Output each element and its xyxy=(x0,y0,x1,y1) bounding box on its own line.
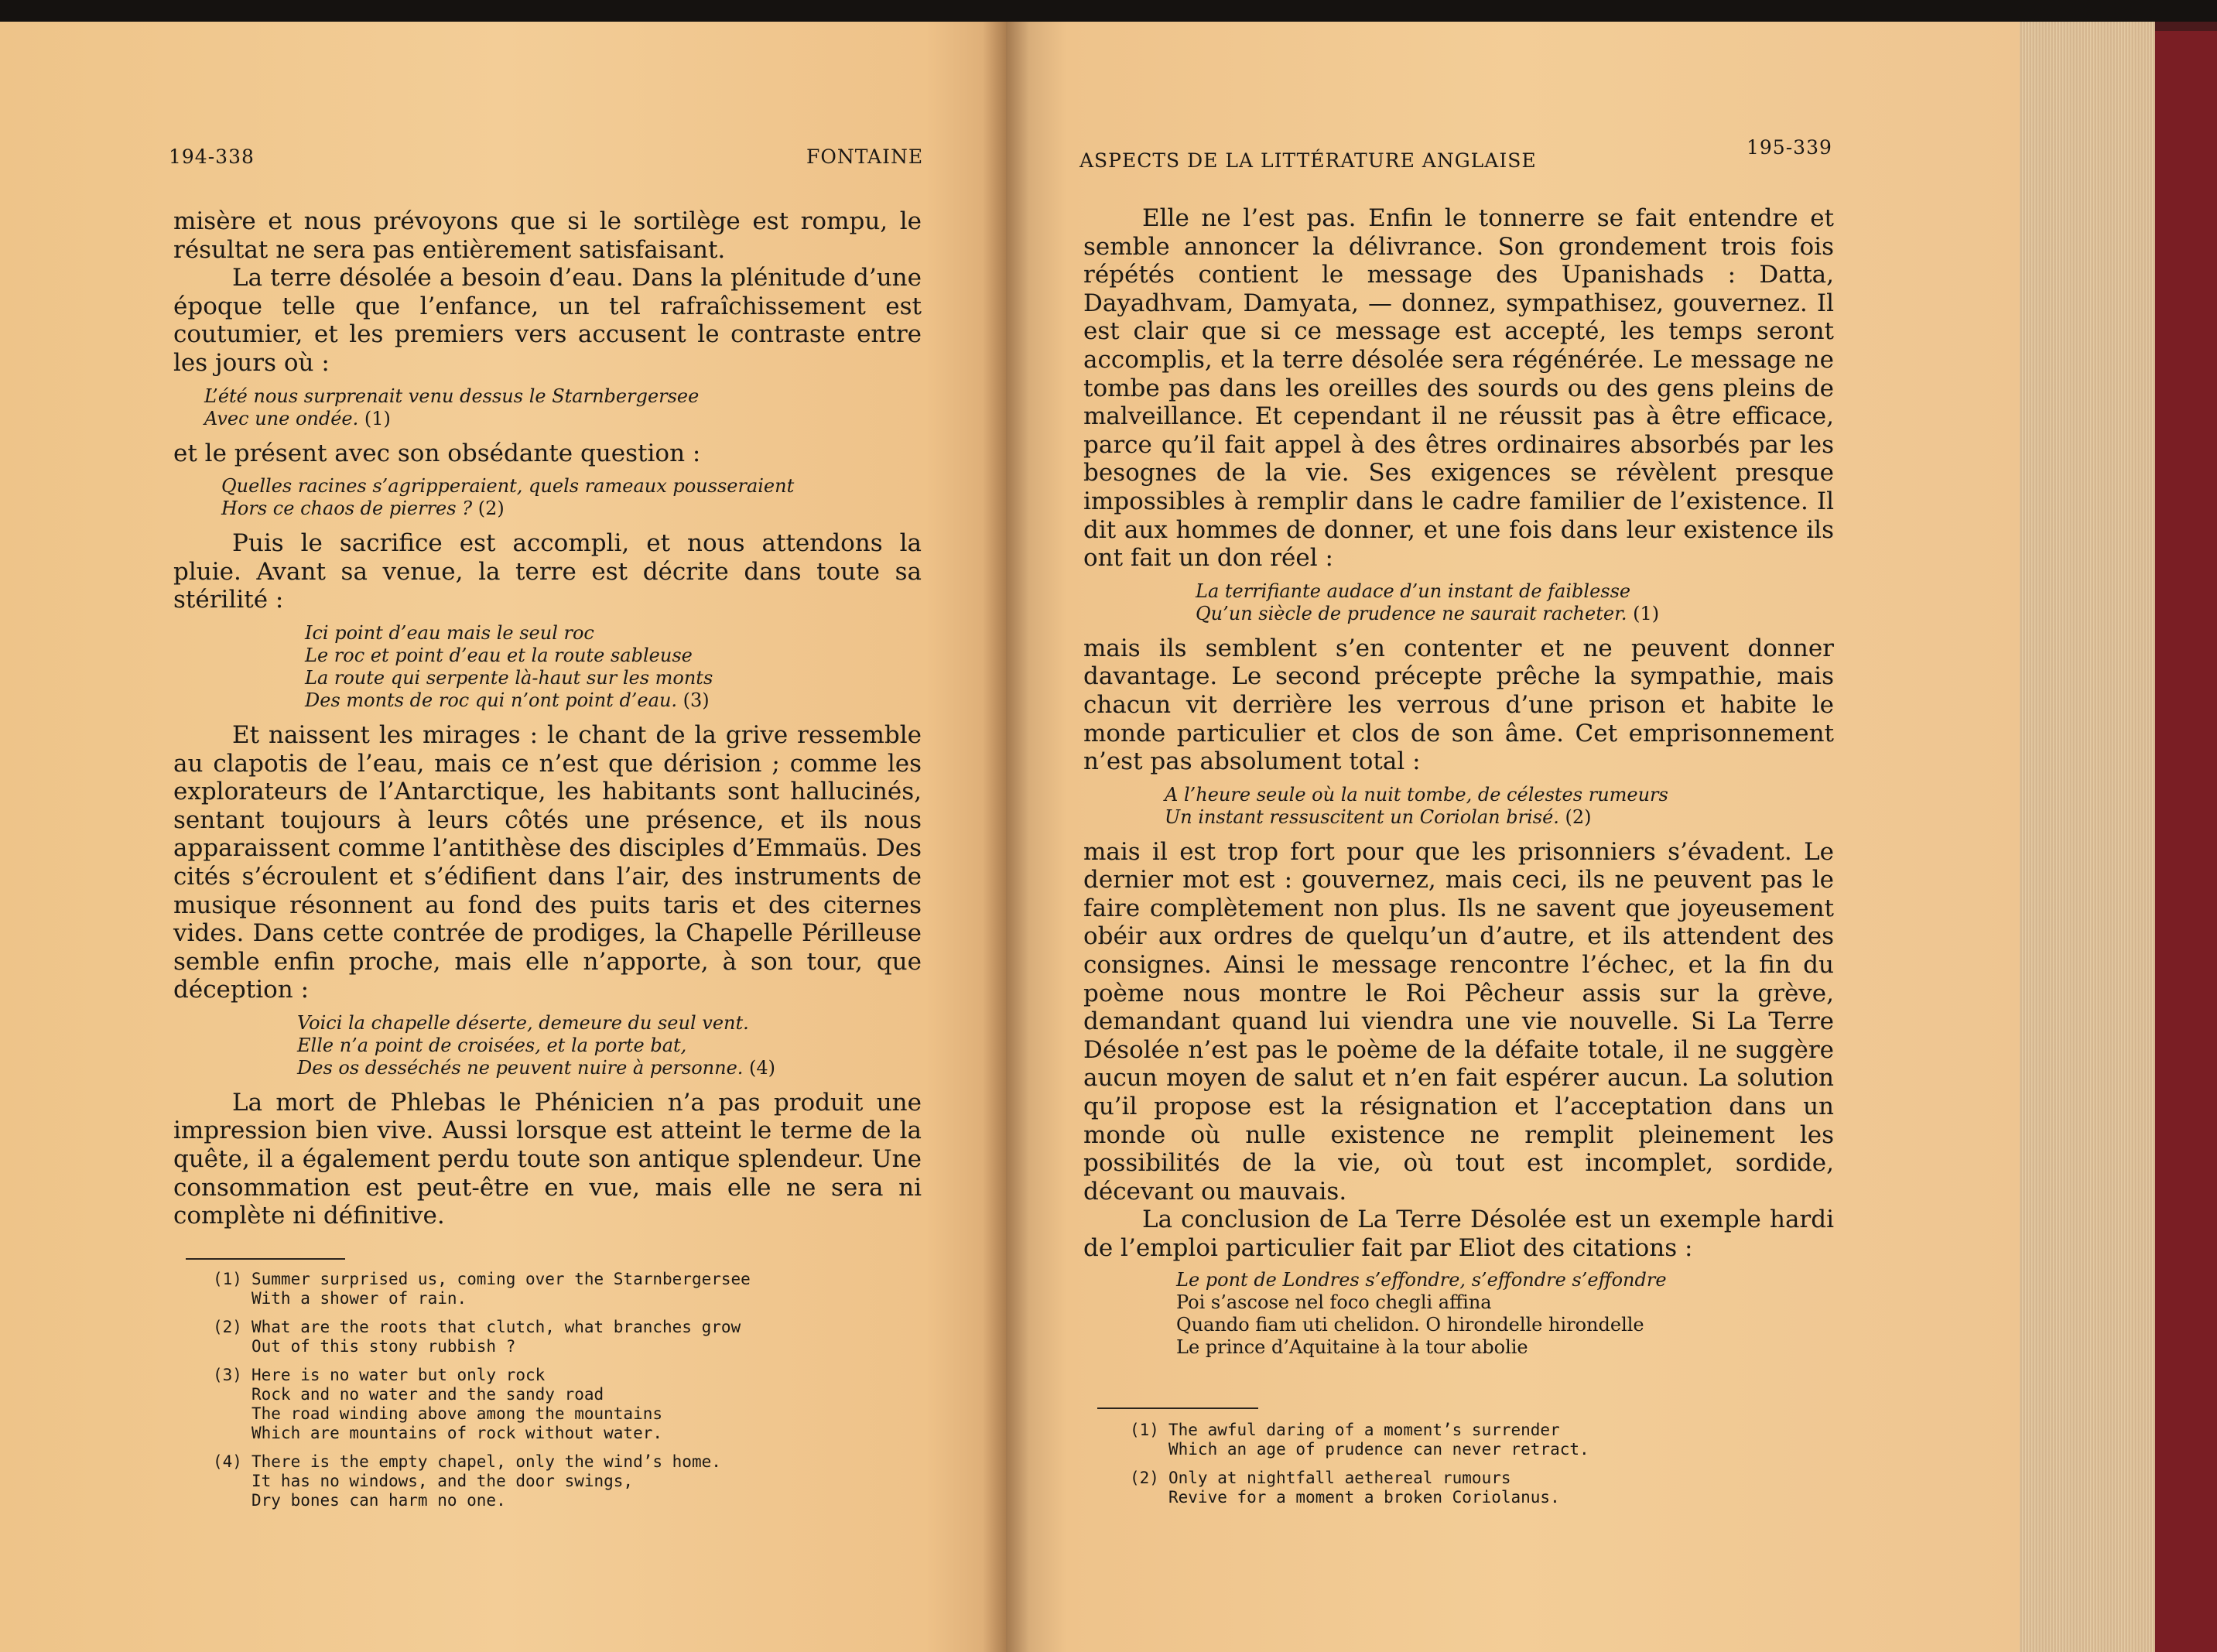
verse-line: L’été nous surprenait venu dessus le Starnbergersee xyxy=(204,385,700,407)
footnote xyxy=(213,1366,909,1443)
verse-line: Elle n’a point de croisées, et la porte bat, xyxy=(297,1034,687,1056)
page-edges xyxy=(2020,22,2155,1652)
quotation-verse xyxy=(1176,1269,1834,1359)
footnote-line: With a shower of rain. xyxy=(251,1289,467,1308)
book-cover-edge xyxy=(2155,31,2217,1652)
verse-line-text: Des monts de roc qui n’ont point d’eau. xyxy=(305,689,678,711)
verse-line: Le prince d’Aquitaine à la tour abolie xyxy=(1176,1336,1528,1358)
verse-line: La terrifiante audace d’un instant de faiblesse xyxy=(1196,580,1631,602)
footnote-ref: (3) xyxy=(677,689,710,711)
verse-quote xyxy=(305,622,922,712)
left-page-number: 194-338 xyxy=(169,145,255,168)
footnote-number: (1) xyxy=(213,1270,242,1288)
paragraph: mais il est trop fort pour que les prisonniers s’évadent. Le dernier mot est : gouvernez, mais ceci, ils ne peuvent pas le faire complètement non plus. Ils ne savent que joyeusement obéir aux ordres de quelqu’un d’autre, et ils attendent des consignes. Ainsi le message rencontre l’échec, et la fin du poème nous montre le Roi Pêcheur assis sur la grève, demandant quand lui viendra une vie nouvelle. Si La Terre Désolée n’est pas le poème de la défaite totale, il ne suggère aucun moyen de salut et n’en fait espérer aucun. La solution qu’il propose est la résignation et l’acceptation dans un monde où nulle existence ne remplit pleinement les possibilités de la vie, où tout est incomplet, sordide, décevant ou mauvais. xyxy=(1083,837,1834,1206)
book-gutter xyxy=(983,22,1029,1652)
verse-line: Quando fiam uti chelidon. O hirondelle hirondelle xyxy=(1176,1313,1644,1336)
verse-line xyxy=(1196,603,1834,625)
paragraph: Puis le sacrifice est accompli, et nous attendons la pluie. Avant sa venue, la terre est décrite dans toute sa stérilité : xyxy=(173,529,922,614)
left-running-head: FONTAINE xyxy=(806,145,924,168)
footnote-line: Only at nightfall aethereal rumours xyxy=(1168,1469,1511,1487)
verse-line: Le roc et point d’eau et la route sableuse xyxy=(305,644,693,666)
paragraph: mais ils semblent s’en contenter et ne peuvent donner davantage. Le second précepte prêche la sympathie, mais chacun vit derrière les verrous d’une prison et habite le monde particulier et clos de son âme. Cet emprisonnement n’est pas absolument total : xyxy=(1083,634,1834,776)
footnote-text xyxy=(251,1366,662,1443)
footnote-ref: (2) xyxy=(1558,805,1592,828)
footnote-line: Revive for a moment a broken Coriolanus. xyxy=(1168,1488,1560,1507)
footnote-line: Summer surprised us, coming over the Starnbergersee xyxy=(251,1270,751,1288)
verse-line xyxy=(1165,806,1834,829)
paragraph: misère et nous prévoyons que si le sortilège est rompu, le résultat ne sera pas entièrement satisfaisant. xyxy=(173,207,922,264)
footnote-line: Which an age of prudence can never retract. xyxy=(1168,1440,1589,1459)
verse-line-text: Qu’un siècle de prudence ne saurait racheter. xyxy=(1196,602,1627,624)
verse-line: Ici point d’eau mais le seul roc xyxy=(305,621,594,644)
footnote-line: Rock and no water and the sandy road xyxy=(251,1385,604,1404)
footnote-number: (2) xyxy=(213,1318,242,1336)
left-footnotes xyxy=(213,1270,909,1520)
footnote xyxy=(1130,1421,1826,1459)
footnote-text xyxy=(1168,1469,1560,1507)
footnote-line: The awful daring of a moment’s surrender xyxy=(1168,1421,1560,1439)
paragraph: et le présent avec son obsédante question : xyxy=(173,439,701,467)
verse-line xyxy=(297,1057,922,1079)
verse-line xyxy=(305,689,922,712)
footnote-line: There is the empty chapel, only the wind’s home. xyxy=(251,1452,721,1471)
footnote-text xyxy=(251,1270,751,1308)
right-page xyxy=(1006,22,2020,1652)
footnote-line: What are the roots that clutch, what branches grow xyxy=(251,1318,741,1336)
verse-line-text: Avec une ondée. xyxy=(204,407,359,429)
footnote xyxy=(213,1318,909,1356)
left-footnote-rule xyxy=(186,1258,345,1260)
footnote-line: Here is no water but only rock xyxy=(251,1366,546,1384)
footnote-ref: (2) xyxy=(472,498,505,520)
paragraph: Et naissent les mirages : le chant de la grive ressemble au clapotis de l’eau, mais ce n’est que dérision ; comme les explorateurs de l’Antarctique, les habitants sont hallucinés, sentant toujours à leurs côtés une présence, et ils nous apparaissent comme l’antithèse des disciples d’Emmaüs. Des cités s’écroulent et s’édifient dans l’air, des instruments de musique résonnent au fond des puits taris et des citernes vides. Dans cette contrée de prodiges, la Chapelle Périlleuse semble enfin proche, mais elle n’apporte, à son tour, que déception : xyxy=(173,720,922,1004)
footnote-text xyxy=(251,1318,741,1356)
footnote-line: The road winding above among the mountains xyxy=(251,1404,663,1423)
verse-quote xyxy=(297,1012,922,1079)
verse-line: Quelles racines s’agripperaient, quels rameaux pousseraient xyxy=(221,475,795,498)
footnote-line: Dry bones can harm no one. xyxy=(251,1491,506,1510)
right-running-head: ASPECTS DE LA LITTÉRATURE ANGLAISE xyxy=(1079,149,1537,172)
footnote-text xyxy=(1168,1421,1589,1459)
footnote xyxy=(213,1270,909,1308)
footnote-number: (3) xyxy=(213,1366,242,1384)
verse-quote xyxy=(204,385,922,430)
verse-quote xyxy=(221,475,922,520)
verse-line xyxy=(221,498,922,520)
footnote-number: (1) xyxy=(1130,1421,1159,1439)
paragraph: La conclusion de La Terre Désolée est un exemple hardi de l’emploi particulier fait par Eliot des citations : xyxy=(1083,1206,1834,1262)
verse-line-text: Des os desséchés ne peuvent nuire à personne. xyxy=(297,1056,744,1079)
right-page-number: 195-339 xyxy=(1747,136,1832,159)
paragraph: Elle ne l’est pas. Enfin le tonnerre se fait entendre et semble annoncer la délivrance. Son grondement trois fois répétés contient le message des Upanishads : Datta, Dayadhvam, Damyata, — donnez, sympathisez, gouvernez. Il est clair que si ce message est accepté, les temps seront accomplis, et la terre désolée sera régénérée. Le message ne tombe pas dans les oreilles des sourds ou des gens pleins de malveillance. Et cependant il ne réussit pas à être efficace, parce qu’il fait appel à des êtres ordinaires absorbés par les besognes de la vie. Ses exigences se révèlent presque impossibles à remplir dans le cadre familier de l’existence. Il dit aux hommes de donner, et une fois dans leur existence ils ont fait un don réel : xyxy=(1083,204,1834,573)
footnote-line: Out of this stony rubbish ? xyxy=(251,1337,516,1356)
right-body-text xyxy=(1083,204,1834,1359)
footnote-ref: (1) xyxy=(1627,602,1660,624)
footnote-number: (4) xyxy=(213,1452,242,1471)
paragraph: La terre désolée a besoin d’eau. Dans la plénitude d’une époque telle que l’enfance, un tel rafraîchissement est coutumier, et les premiers vers accusent le contraste entre les jours où : xyxy=(173,264,922,377)
verse-line: Le pont de Londres s’effondre, s’effondre s’effondre xyxy=(1176,1268,1667,1291)
verse-line: Voici la chapelle déserte, demeure du seul vent. xyxy=(297,1011,749,1034)
verse-quote xyxy=(1196,580,1834,625)
verse-line: La route qui serpente là-haut sur les monts xyxy=(305,666,713,689)
footnote-line: It has no windows, and the door swings, xyxy=(251,1472,634,1490)
left-page xyxy=(0,22,1006,1652)
footnote xyxy=(213,1452,909,1510)
verse-line: A l’heure seule où la nuit tombe, de célestes rumeurs xyxy=(1165,783,1668,805)
verse-line xyxy=(204,408,922,430)
left-body-text xyxy=(173,207,922,1230)
footnote-ref: (4) xyxy=(743,1056,776,1079)
footnote-line: Which are mountains of rock without water. xyxy=(251,1424,663,1442)
footnote-number: (2) xyxy=(1130,1469,1159,1487)
paragraph: La mort de Phlebas le Phénicien n’a pas produit une impression bien vive. Aussi lorsque est atteint le terme de la quête, il a également perdu toute son antique splendeur. Une consommation est peut-être en vue, mais elle ne sera ni complète ni définitive. xyxy=(173,1088,922,1230)
footnote xyxy=(1130,1469,1826,1507)
footnote-text xyxy=(251,1452,721,1510)
verse-line: Poi s’ascose nel foco chegli affina xyxy=(1176,1291,1492,1313)
verse-line-text: Un instant ressuscitent un Coriolan brisé. xyxy=(1165,805,1559,828)
verse-line-text: Hors ce chaos de pierres ? xyxy=(221,498,473,520)
verse-quote xyxy=(1165,784,1834,829)
right-footnotes xyxy=(1130,1421,1826,1517)
footnote-ref: (1) xyxy=(358,407,391,429)
scan-background xyxy=(0,0,2217,22)
right-footnote-rule xyxy=(1097,1407,1258,1409)
